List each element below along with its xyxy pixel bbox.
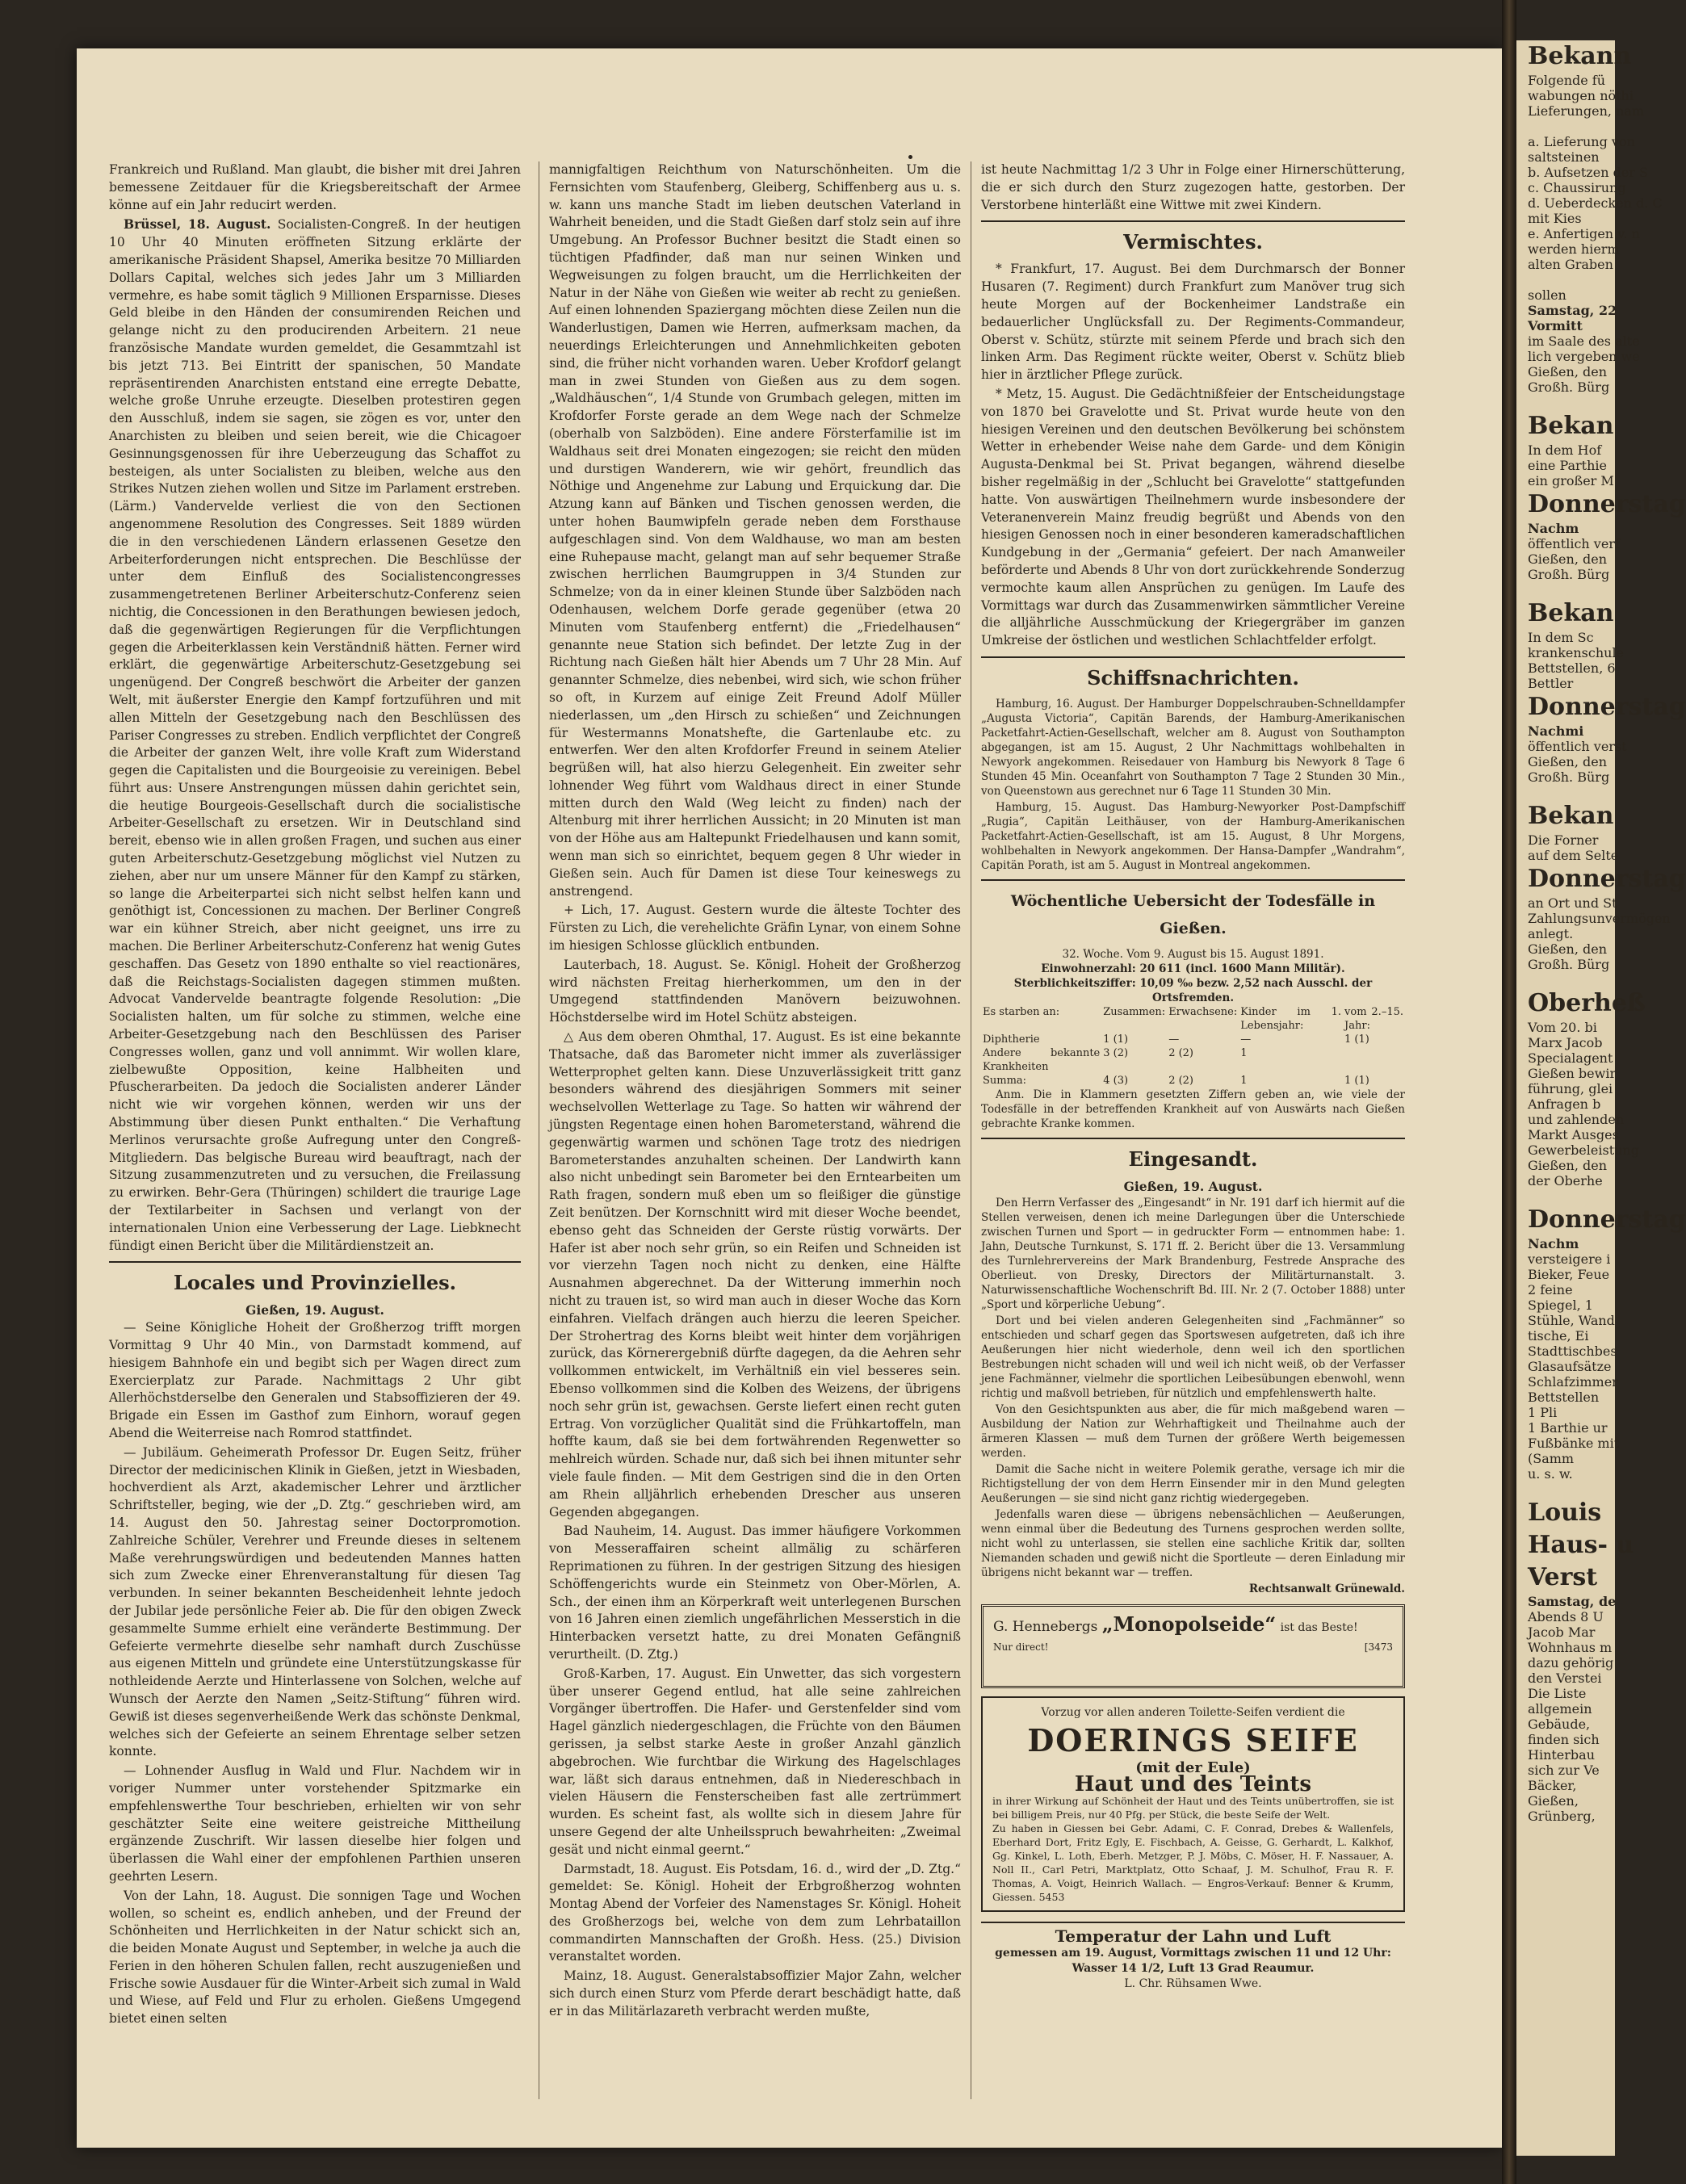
adjacent-page-text: Wohnhaus m xyxy=(1528,1640,1613,1655)
table-header-row xyxy=(981,1005,1405,1033)
adjacent-page-text: sich zur Ve xyxy=(1528,1763,1600,1778)
adjacent-page-text: den Verstei xyxy=(1528,1670,1602,1686)
table-cell: 2 (2) xyxy=(1168,1074,1194,1087)
adjacent-page-text: krankenschule xyxy=(1528,645,1625,660)
temperature-notice xyxy=(981,1922,1405,1992)
adjacent-page-text xyxy=(1516,972,1615,987)
ad-number: [3473 xyxy=(1364,1641,1393,1653)
adjacent-page-text: Bekan xyxy=(1528,412,1614,440)
adjacent-page-text: Jacob Mar xyxy=(1528,1624,1596,1640)
ad-headline xyxy=(993,1612,1393,1637)
adjacent-page-text: Zahlungsunvermögen xyxy=(1528,911,1671,926)
section-heading-schiffsnachrichten: Schiffsnachrichten. xyxy=(981,656,1405,692)
table-cell: Diphtherie xyxy=(983,1033,1040,1046)
adjacent-page-text: werden hierm xyxy=(1528,241,1620,257)
death-stats-table xyxy=(981,1005,1405,1088)
table-cell: 3 (2) xyxy=(1103,1046,1129,1059)
adjacent-page-text: ein großer M xyxy=(1528,473,1614,488)
adjacent-page-text: Bekan xyxy=(1528,802,1614,830)
article-text: Jedenfalls waren diese — übrigens nebensächlichen — Aeußerungen, wenn einmal über die Bedeutung des Turnens gesprochen werden sollte, nicht wohl zu unterlassen, sie stellen eine sachliche Kritik dar, sollten Niemanden schaden und gewiß nicht die Sportleute — deren Einladung mir übrigens nicht bekannt war — treffen. xyxy=(981,1507,1405,1579)
column-2 xyxy=(549,161,961,2115)
article-text: * Metz, 15. August. Die Gedächtnißfeier der Entscheidungstage von 1870 bei Gravelotte und St. Privat wurde heute von den hiesigen Vereinen und den deutschen Bevölkerung bei schönstem Wetter in erhebender Weise nahe dem Garde- und dem Königin Augusta-Denkmal bei St. Privat begangen, während dieselbe bisher regelmäßig in der „Schlucht bei Gravelotte“ stattgefunden hatte. Von auswärtigen Theilnehmern wurde insbesondere der Veteranenverein Mainz freudig begrüßt und Abends von den hiesigen Genossen noch in einer besonderen kameradschaftlichen Kundgebung in der „Germania“ gefeiert. Der nach Amanweiler beförderte und Abends 8 Uhr von dort zurückkehrende Sonderzug vermochte kaum allen Ansprüchen zu genügen. Im Laufe des Vormittags war durch das Zusammenwirken sämmtlicher Vereine die alljährliche Ausschmückung der Kriegergräber im ganzen Umkreise der östlichen und westlichen Schlachtfelder erfolgt. xyxy=(981,386,1405,648)
adjacent-page-text: Markt Ausges xyxy=(1528,1127,1619,1142)
adjacent-page-text: In dem Sc xyxy=(1528,630,1594,645)
adjacent-page-text xyxy=(1516,785,1615,800)
adjacent-page-text: führung, glei xyxy=(1528,1081,1613,1096)
adjacent-page-text: b. Aufsetzen der S xyxy=(1528,165,1648,180)
stats-intro: Sterblichkeitsziffer: 10,09 ‰ bezw. 2,52 nach Ausschl. der Ortsfremden. xyxy=(1013,976,1373,1004)
adjacent-page-text: Donnerstag xyxy=(1528,1205,1686,1234)
table-cell: 1 (1) xyxy=(1344,1033,1369,1046)
article-text: — Lohnender Ausflug in Wald und Flur. Nachdem wir in voriger Nummer unter vorstehender Spitzmarke ein empfehlenswerthe Tour beschrieben, erhielten wir von sehr geschätzter Seite eine weitere geistreiche Mittheilung ergänzende Zuschrift. Wir lassen dieselbe hier folgen und überlassen die Wahl einer der empfohlenen Parthien unseren geehrten Lesern. xyxy=(109,1763,521,1884)
ad-note: Nur direct! xyxy=(993,1641,1049,1653)
article-text: Von den Gesichtspunkten aus aber, die für mich maßgebend waren — Ausbildung der Nation zur Wehrhaftigkeit und Theilnahme auch der ärmeren Klassen — muß dem Turnen der größere Werth beigemessen werden. xyxy=(981,1402,1405,1460)
adjacent-page-text: und zahlenden xyxy=(1528,1112,1625,1127)
adjacent-page-text: Gießen, den xyxy=(1528,754,1608,769)
article-body: Socialisten-Congreß. In der heutigen 10 Uhr 40 Minuten eröffneten Sitzung erklärte der amerikanische Präsident Shapsel, Amerika besitze 70 Milliarden Dollars Capital, welches sich jedes Jahr um 3 Milliarden vermehre, es habe somit täglich 9 Millionen Ersparnisse. Dieses Geld bleibe in den Händen der consumirenden Reichen und gelange nicht zu den producirenden Arbeitern. 21 neue französische Mandate wurden gemeldet, die Gesammtzahl ist bis jetzt 713. Bei Eintritt der spanischen, 50 Mandate repräsentirenden Anarchisten entstand eine erregte Debatte, welche große Unruhe erzeugte. Dieselben protestiren gegen den Ausschluß, indem sie sagen, sie zögen es vor, unter den Anarchisten zu bleiben und seien bereit, wie die Chicagoer Gesinnungsgenossen für ihre Ueberzeugung das Schaffot zu besteigen, als unter Socialisten zu bleiben, welche aus den Strikes Nutzen ziehen wollen und Sitze im Parlament erstreben. (Lärm.) Vandervelde verliest die von den Sectionen angenommene Resolution des Congresses. Seit 1889 würden die in den verschiedenen Ländern erlassenen Gesetze den Arbeiterforderungen nicht entsprechen. Die Beschlüsse der unter dem Einfluß des Socialistencongresses zusammengetretenen Berliner Arbeiterschutz-Conferenz seien nichtig, die Concessionen in den Berathungen bewiesen jedoch, daß die gegenwärtigen Regierungen für die Verpflichtungen gegen die Arbeiterklassen kein Verständniß hätten. Ferner wird erklärt, die gegenwärtige Arbeiterschutz-Gesetzgebung sei ungenügend. Der Congreß beschwört die Arbeiter der ganzen Welt, mit äußerster Energie den Kampf fortzuführen und mit allen Mitteln der Gesetzgebung nach den Beschlüssen des Pariser Congresses zu streben. Endlich verpflichtet der Congreß die Arbeiter der ganzen Welt, ihre volle Kraft zum Widerstand gegen die Capitalisten und die Bourgeoisie zu vereinigen. Bebel führt aus: Unsere Anstrengungen müssen dahin gerichtet sein, die heutige Bourgeois-Gesellschaft durch die socialistische Arbeiter-Gesellschaft zu ersetzen. Wir in Deutschland sind bereit, ebenso wie in allen großen Fragen, und suchen aus einer guten Arbeiterschutz-Gesetzgebung möglichst viel Nutzen zu ziehen, aber nur um unsere Männer für den Kampf zu stärken, so lange die Arbeiterpartei sich nicht selbst helfen kann und genöthigt ist, Concessionen zu machen. Der Berliner Congreß war ein kühner Streich, aber nicht geeignet, uns irre zu machen. Die Berliner Arbeiterschutz-Conferenz hat wenig Gutes geschaffen. Das Gesetz von 1890 enthalte so viel reactionäres, daß die Reichstags-Socialisten dagegen stimmen mußten. Advocat Vandervelde beantragte folgende Resolution: „Die Socialisten halten, um für solche zu stimmen, welche eine Arbeiter-Gesetzgebung nach den Beschlüssen des Pariser Congresses wollen, ganz und voll annimmt. Wir wollen klare, zielbewußte Opposition, keine Halbheiten und Pfuscherarbeiten. Da jedoch die Socialisten anderer Länder nicht wie wir vorgehen können, werden wir uns der Abstimmung über diesen Punkt enthalten.“ Die Verhaftung Merlinos verursachte große Aufregung unter den Congreß-Mitgliedern. Das belgische Bureau wird beauftragt, nach der Sitzung zusammenzutreten und zu versuchen, die Freilassung zu erwirken. Behr-Gera (Thüringen) schildert die traurige Lage der Textilarbeiter in Sachsen und verlangt von der internationalen Union eine Verbesserung der Lage. Liebknecht fündigt einen Bericht über die Militärdienstzeit an. xyxy=(109,217,521,1253)
table-cell: Summa: xyxy=(983,1074,1027,1087)
adjacent-page-text: 1 Pli xyxy=(1528,1405,1558,1420)
adjacent-page-text: Spiegel, 1 xyxy=(1528,1297,1593,1313)
adjacent-page-text xyxy=(1516,582,1615,597)
adjacent-page-text: auf dem Selte xyxy=(1528,848,1619,863)
place-date: Brüssel, 18. August. xyxy=(124,216,271,233)
adjacent-page-text: saltsteinen xyxy=(1528,149,1600,165)
adjacent-page-text: c. Chaussirung xyxy=(1528,180,1626,195)
adjacent-page-text: sollen xyxy=(1528,287,1566,303)
adjacent-page-text: Nachmi xyxy=(1528,723,1584,739)
stats-note: Anm. Die in Klammern gesetzten Ziffern geben an, wie viele der Todesfälle in der betreffenden Krankheit auf von Auswärts nach Gießen gebrachte Kranke kommen. xyxy=(981,1088,1405,1130)
adjacent-page-text: Bieker, Feue xyxy=(1528,1267,1610,1282)
adjacent-page-text: Samstag, de xyxy=(1528,1594,1617,1609)
temperature-line: Wasser 14 1/2, Luft 13 Grad Reaumur. xyxy=(1072,1961,1315,1975)
section-heading-locales: Locales und Provinzielles. xyxy=(109,1261,521,1297)
adjacent-page-text: Gewerbeleistung xyxy=(1528,1142,1639,1158)
adjacent-page-text xyxy=(1516,1482,1615,1497)
article-text: Hamburg, 15. August. Das Hamburg-Newyorker Post-Dampfschiff „Rugia“, Capitän Leithäuser, von der Hamburg-Amerikanischen Packetfahrt-Actien-Gesellschaft, ist am 15. August, 8 Uhr Morgens, wohlbehalten in Newyork angekommen. Der Hansa-Dampfer „Wandrahm“, Capitän Porath, ist am 5. August in Montreal angekommen. xyxy=(981,800,1405,872)
table-cell: 2 (2) xyxy=(1168,1046,1194,1059)
adjacent-page-text: Gießen, den xyxy=(1528,364,1608,379)
ad-line: Vorzug vor allen anderen Toilette-Seifen verdient die xyxy=(1041,1705,1345,1719)
adjacent-page-text: öffentlich verst xyxy=(1528,739,1627,754)
article-text: Darmstadt, 18. August. Eis Potsdam, 16. d., wird der „D. Ztg.“ gemeldet: Se. Königl. Hoheit der Erbgroßherzog wohnten Montag Abend der Vorfeier des Namenstages Sr. Königl. Hoheit des Großherzogs bei, welche von dem zum Lehrbataillon commandirten Mannschaften der Großh. Hess. (25.) Division veranstaltet worden. xyxy=(549,1861,961,1964)
adjacent-page-text: Gebäude, xyxy=(1528,1717,1591,1732)
adjacent-page-text: dazu gehörig xyxy=(1528,1655,1614,1670)
adjacent-page-text: Donnerstag xyxy=(1528,865,1686,893)
ad-doerings-seife xyxy=(981,1696,1405,1912)
adjacent-page-text: In dem Hof xyxy=(1528,442,1602,458)
adjacent-page-text: finden sich xyxy=(1528,1732,1600,1747)
adjacent-page-text: tische, Ei xyxy=(1528,1328,1589,1344)
adjacent-page-text: wabungen nöthi xyxy=(1528,88,1634,103)
article-text: Damit die Sache nicht in weitere Polemik gerathe, versage ich mir die Richtigstellung der von dem Herrn Einsender mir in den Mund gelegten Aeußerungen — sie sind nicht ganz richtig wiedergegeben. xyxy=(981,1462,1405,1505)
adjacent-page-text: Haus- u xyxy=(1528,1531,1634,1559)
adjacent-page-text xyxy=(1516,119,1615,134)
ad-brand-name: DOERINGS SEIFE xyxy=(1027,1721,1359,1759)
adjacent-page-text: Vormitt xyxy=(1528,318,1583,333)
temperature-heading: Temperatur der Lahn und Luft xyxy=(1055,1926,1332,1947)
article-text: — Seine Königliche Hoheit der Großherzog trifft morgen Vormittag 9 Uhr 40 Min., von Darmstadt kommend, auf hiesigem Bahnhofe ein und begibt sich per Wagen direct zum Exercierplatz zur Parade. Nachmittags 2 Uhr gibt Allerhöchstderselbe den Generalen und Stabsoffizieren der 49. Brigade ein Essen im Gasthof zum Einhorn, worauf gegen Abend die Weiterreise nach Romrod stattfindet. xyxy=(109,1320,521,1440)
ad-product: „Monopolseide“ xyxy=(1101,1612,1277,1636)
adjacent-page-text: der Oberhe xyxy=(1528,1173,1603,1188)
adjacent-page-text: Bettler xyxy=(1528,676,1574,691)
article-text: Den Herrn Verfasser des „Eingesandt“ in Nr. 191 darf ich hiermit auf die Stellen verweisen, denen ich meine Darlegungen über die Unterschiede zwischen Turnen und Sport — in gedruckter Form — entnommen habe: 1. Jahn, Deutsche Turnkunst, S. 171 ff. 2. Bericht über die 13. Versammlung des Turnlehrervereins der Mark Brandenburg, Festrede Ansprache des Oberlieut. von Dresky, Directors der Militärturnanstalt. 3. Naturwissenschaftliche Wochenschrift Bd. III. Nr. 2 (7. October 1888) unter „Sport und körperliche Uebung“. xyxy=(981,1196,1405,1311)
table-cell: 4 (3) xyxy=(1103,1074,1129,1087)
table-header: Zusammen: xyxy=(1103,1005,1166,1018)
article-text: * Frankfurt, 17. August. Bei dem Durchmarsch der Bonner Husaren (7. Regiment) durch Frankfurt zum Manöver trug sich heute Morgen auf der Bockenheimer Landstraße ein bedauerlicher Unglücksfall zu. Der Regiments-Commandeur, Oberst v. Schütz, stürzte mit seinem Pferde und brach sich den linken Arm. Das Regiment rückte weiter, Oberst v. Schütz blieb hier in ärztlicher Pflege zurück. xyxy=(981,262,1405,383)
adjacent-page-text: Bekan xyxy=(1528,599,1614,627)
dateline: Gießen, 19. August. xyxy=(1123,1178,1263,1194)
adjacent-page-text: Die Liste xyxy=(1528,1686,1587,1701)
article-text: ist heute Nachmittag 1/2 3 Uhr in Folge einer Hirnerschütterung, die er sich durch den Sturz zugezogen hatte, gestorben. Der Verstorbene hinterläßt eine Wittwe mit zwei Kindern. xyxy=(981,162,1405,212)
table-header: Erwachsene: xyxy=(1168,1005,1238,1018)
article-text xyxy=(109,216,521,1255)
ad-monopolseide xyxy=(981,1604,1405,1688)
section-heading-vermischtes: Vermischtes. xyxy=(981,220,1405,256)
adjacent-page-text: im Saale des alte xyxy=(1528,333,1640,349)
ad-line: in ihrer Wirkung auf Schönheit der Haut und des Teints unübertroffen, sie ist bei billigem Preis, nur 40 Pfg. per Stück, die beste Seife der Welt. xyxy=(992,1795,1394,1821)
adjacent-page-text: anlegt. xyxy=(1528,926,1574,941)
adjacent-page-text: 1 Barthie ur xyxy=(1528,1420,1608,1436)
adjacent-page-text: Bettstellen xyxy=(1528,1390,1600,1405)
adjacent-page-text: Specialagent xyxy=(1528,1050,1613,1066)
adjacent-page-text: Bekann xyxy=(1528,42,1632,70)
article-text: Groß-Karben, 17. August. Ein Unwetter, das sich vorgestern über unserer Gegend entlud, hat alle seine zahlreichen Vorgänger übertroffen. Die Hafer- und Gerstenfelder sind vom Hagel gänzlich niedergeschlagen, die Früchte von den Bäumen gerissen, ja selbst starke Aeste in großer Anzahl gänzlich abgebrochen. Wie furchtbar die Wirkung des Hagelschlages war, läßt sich daraus entnehmen, daß in Niedereschbach in vielen Häusern die Fensterscheiben fast alle zertrümmert wurden. Es scheint fast, als wollte sich in diesem Jahre für unsere Gegend der alte Unheilsspruch bewahrheiten: „Zweimal gesät und nicht einmal geernt.“ xyxy=(549,1666,961,1857)
adjacent-page-text: versteigere i xyxy=(1528,1251,1611,1267)
article-text: + Lich, 17. August. Gestern wurde die älteste Tochter des Fürsten zu Lich, die verehelichte Gräfin Lynar, von einem Sohne im hiesigen Schlosse glücklich entbunden. xyxy=(549,903,961,954)
stats-intro: Einwohnerzahl: 20 611 (incl. 1600 Mann Militär). xyxy=(1041,962,1345,975)
adjacent-page-text: Bäcker, xyxy=(1528,1778,1577,1793)
adjacent-page-text: Nachm xyxy=(1528,1236,1579,1251)
table-row xyxy=(981,1033,1405,1046)
table-header: Kinder im 1. Lebensjahr: xyxy=(1240,1005,1342,1032)
adjacent-page-text: Gießen, den xyxy=(1528,941,1608,957)
adjacent-page-text: Abends 8 U xyxy=(1528,1609,1604,1624)
section-heading-eingesandt: Eingesandt. xyxy=(981,1138,1405,1173)
adjacent-page-text: Samstag, 22 xyxy=(1528,303,1617,318)
table-cell: 1 xyxy=(1240,1046,1248,1059)
adjacent-page-text: Hinterbau xyxy=(1528,1747,1596,1763)
adjacent-page-text: Großh. Bürg xyxy=(1528,769,1610,785)
adjacent-page-text: d. Ueberdecken d. C xyxy=(1528,195,1663,211)
adjacent-page-text: Großh. Bürg xyxy=(1528,567,1610,582)
adjacent-page-text: Louis xyxy=(1528,1499,1602,1527)
adjacent-page-text: Anfragen b xyxy=(1528,1096,1601,1112)
table-cell: 1 (1) xyxy=(1103,1033,1129,1046)
adjacent-page-text: Großh. Bürg xyxy=(1528,957,1610,972)
article-text: Von der Lahn, 18. August. Die sonnigen Tage und Wochen wollen, so scheint es, endlich anheben, und der Freund der Schönheiten und Herrlichkeiten in der Natur schickt sich an, die beiden Monate August und September, in welche ja auch die Ferien in den höheren Schulen fallen, recht auszugenießen und Frische sowie Ausdauer für die Winter-Arbeit sich zumal in Wald und Wiese, auf Feld und Flur zu erholen. Gießens Umgegend bietet einen selten xyxy=(109,1888,521,2027)
stats-intro: 32. Woche. Vom 9. August bis 15. August 1891. xyxy=(1062,947,1324,961)
adjacent-page-text: a. Lieferung von xyxy=(1528,134,1635,149)
temperature-signature: L. Chr. Rühsamen Wwe. xyxy=(1124,1976,1262,1990)
adjacent-page-text: Gießen, den xyxy=(1528,1158,1608,1173)
page-mark xyxy=(908,155,912,159)
adjacent-page-text: öffentlich verf xyxy=(1528,536,1620,551)
ad-claim: ist das Beste! xyxy=(1280,1620,1358,1634)
column-3 xyxy=(981,161,1405,2115)
ad-dealers: Zu haben in Giessen bei Gebr. Adami, C. F. Conrad, Drebes & Wallenfels, Eberhard Dort, Fritz Egly, E. Fischbach, A. Geisse, G. Gerhardt, L. Kalkhof, Gg. Kinkel, L. Loth, Eberh. Metzger, P. J. Möbs, C. Möser, H. F. Nassauer, A. Noll II., Carl Petri, Marktplatz, Otto Schaaf, J. M. Schulhof, Frau R. F. Thomas, A. Voigt, Heinrich Wallach. — Engros-Verkauf: Benner & Krumm, Giessen. 5453 xyxy=(992,1822,1394,1904)
article-text: Lauterbach, 18. August. Se. Königl. Hoheit der Großherzog wird nächsten Freitag hierherkommen, um den in der Umgegend stattfindenden Manövern beizuwohnen. Höchstderselbe wird im Hotel Schütz absteigen. xyxy=(549,957,961,1025)
adjacent-page-text: eine Parthie xyxy=(1528,458,1607,473)
adjacent-page-text: Fußbänke mit xyxy=(1528,1436,1620,1451)
adjacent-page-text: Donnerstag xyxy=(1528,693,1686,721)
adjacent-page-text: Gießen, den xyxy=(1528,551,1608,567)
adjacent-page-text: e. Anfertigen v. n xyxy=(1528,226,1640,241)
article-text: △ Aus dem oberen Ohmthal, 17. August. Es ist eine bekannte Thatsache, daß das Barometer nicht immer als zuverlässiger Wetterprophet gelten kann. Diese Unzuverlässigkeit tritt ganz besonders während des diesjährigen Sommers mit seiner wechselvollen Wetterlage zu Tage. So hatten wir während der jüngsten Regentage einen hohen Barometerstand, während die gegenwärtig warmen und schönen Tage trotz des niedrigen Barometerstandes anzuhalten scheinen. Der Landwirth kann also nicht unbedingt sein Barometer bei den Erntearbeiten um Rath fragen, sondern muß eben um so fleißiger die günstige Zeit benützen. Der Kornschnitt wird mit dieser Woche beendet, ebenso geht das Schneiden der Gerste rüstig vorwärts. Der Hafer ist aber noch sehr grün, so ein Reifen und Schneiden ist vor vierzehn Tagen noch nicht zu denken, eine Hälfte Ausnahmen abgerechnet. Da der Witterung immerhin noch nicht zu trauen ist, so wird man auch in dieser Woche das Korn einfahren. Vielfach drängen auch hierzu die leeren Speicher. Der Strohertrag des Korns bleibt weit hinter dem vorjährigen zurück, das Körnerergebniß dürfte dagegen, da die Aehren sehr vollkommen entwickelt, im Verhältniß ein viel besseres sein. Ebenso vollkommen sind die Kolben des Weizens, der übrigens noch sehr grün ist, gewachsen. Gerste liefert einen recht guten Ertrag. Von vorzüglicher Qualität sind die Frühkartoffeln, man hoffte kaum, daß sie bei dem fortwährenden Regenwetter so mehlreich würden. Schade nur, daß sich bei ihnen mitunter sehr viele faule finden. — Mit dem Gestrigen sind die in den Orten am Rhein alljährlich erhebenden Drescher aus unseren Gegenden abgegangen. xyxy=(549,1029,961,1520)
table-cell: Andere bekannte Krankheiten xyxy=(983,1046,1101,1073)
adjacent-page-text: an Ort und St xyxy=(1528,895,1617,911)
temperature-line: gemessen am 19. August, Vormittags zwischen 11 und 12 Uhr: xyxy=(995,1946,1391,1960)
adjacent-page-text: mit Kies xyxy=(1528,211,1582,226)
table-cell xyxy=(1343,1046,1405,1074)
adjacent-page-text: Marx Jacob xyxy=(1528,1035,1603,1050)
adjacent-page-text xyxy=(1516,395,1615,410)
table-cell: 1 (1) xyxy=(1344,1074,1369,1087)
section-heading-todesfaelle: Wöchentliche Uebersicht der Todesfälle in Gießen. xyxy=(981,879,1405,942)
adjacent-page-fragment xyxy=(1516,40,1686,2156)
signature: Rechtsanwalt Grünewald. xyxy=(1248,1582,1405,1595)
adjacent-page-text: u. s. w. xyxy=(1528,1466,1573,1482)
ad-subtitle: (mit der Eule) xyxy=(1135,1759,1251,1776)
article-text: Hamburg, 16. August. Der Hamburger Doppelschrauben-Schnelldampfer „Augusta Victoria“, Capitän Barends, der Hamburg-Amerikanischen Packetfahrt-Actien-Gesellschaft, welcher am 8. August von Southampton abgegangen, ist am 15. August, 2 Uhr Nachmittags wohlbehalten in Newyork angekommen. Reisedauer von Hamburg bis Newyork 8 Tage 6 Stunden 45 Min. Oceanfahrt von Southampton 7 Tage 2 Stunden 30 Min., von Queenstown aus gerechnet nur 6 Tage 11 Stunden 30 Min. xyxy=(981,697,1405,798)
adjacent-page-text xyxy=(1516,272,1615,287)
table-header: vom 2.–15. Jahr: xyxy=(1344,1005,1403,1032)
adjacent-page-text: Großh. Bürg xyxy=(1528,379,1610,395)
article-text: Bad Nauheim, 14. August. Das immer häufigere Vorkommen von Messeraffairen scheint allmälig zu schärferen Reprimationen zu führen. In der gestrigen Sitzung des hiesigen Schöffengerichts wurde ein Steinmetz von Ober-Mörlen, A. Sch., der einen ihm an Körperkraft weit unterlegenen Burschen von 16 Jahren einen ziemlich ungefährlichen Messerstich in die Hinterbacken versetzt hatte, zu drei Monaten Gefängniß verurtheilt. (D. Ztg.) xyxy=(549,1524,961,1662)
adjacent-page-text: Oberheß xyxy=(1528,989,1646,1017)
adjacent-page-text xyxy=(1516,1188,1615,1204)
article-text: — Jubiläum. Geheimerath Professor Dr. Eugen Seitz, früher Director der medicinischen Klinik in Gießen, jetzt in Wiesbaden, hochverdient als Arzt, akademischer Lehrer und ärztlicher Schriftsteller, beging, wie der „D. Ztg.“ geschrieben wird, am 14. August den 50. Jahrestag seiner Doctorpromotion. Zahlreiche Schüler, Verehrer und Freunde dieses in seltenem Maße verehrungswürdigen und bedeutenden Mannes hatten sich zum Zwecke einer Ehrenveranstaltung für diesen Tag verbunden. In seiner bekannten Bescheidenheit lehnte jedoch der Jubilar jede persönliche Feier ab. Die für den obigen Zweck gesammelte Summe erhielt eine veränderte Bestimmung. Der Gefeierte vermehrte dieselbe sehr namhaft durch Zuschüsse aus eigenen Mitteln und gründete eine Unterstützungskasse für nothleidende Aerzte und Hinterlassene von Solchen, welche auf Wunsch der Aerzte den Namen „Seitz-Stiftung“ führen wird. Gewiß ist dieses segenverheißende Werk das schönste Denkmal, welches sich der Gefeierte an seinem Ehrentage selber setzen konnte. xyxy=(109,1444,521,1759)
article-text: Frankreich und Rußland. Man glaubt, die bisher mit drei Jahren bemessene Zeitdauer für die Kriegsbereitschaft der Armee könne auf ein Jahr reducirt werden. xyxy=(109,162,521,212)
column-1 xyxy=(109,161,521,2115)
adjacent-page-text: (Samm xyxy=(1528,1451,1575,1466)
article-text: mannigfaltigen Reichthum von Naturschönheiten. Um die Fernsichten vom Staufenberg, Gleiberg, Schiffenberg aus u. s. w. kann uns manche Stadt im lieben deutschen Vaterland in Wahrheit beneiden, und die Stadt Gießen darf stolz sein auf ihre Umgebung. An Professor Buchner besitzt die Stadt einen so tüchtigen Pfadfinder, daß man nur seinen Winken und Wegweisungen zu folgen braucht, um die Herrlichkeiten der Natur in der Nähe von Gießen wie weiter ab recht zu genießen. Auf einen lohnenden Spaziergang möchten diese Zeilen nun die Wanderlustigen, Damen wie Herren, aufmerksam machen, da neuerdings Erleichterungen und Annehmlichkeiten geboten sind, die früher nicht vorhanden waren. Ueber Krofdorf gelangt man in zwei Stunden von Gießen aus zu dem sogen. „Waldhäuschen“, 1/4 Stunde von Grumbach gelegen, mitten im Krofdorfer Forste gerade an dem Wege nach der Schmelze (oberhalb von Salzböden). Eine andere Försterfamilie ist im Waldhaus seit drei Monaten eingezogen; sie reicht den müden und durstigen Wanderern, wie wir gehört, freundlich das Nöthige und Angenehme zur Labung und Erquickung dar. Die Atzung kann auf Bänken und Tischen genossen werden, die unter hohen Baumwipfeln gerade neben dem Forsthause aufgeschlagen sind. Von dem Waldhause, wo man am besten eine Ruhepause macht, gelangt man auf sehr bequemer Straße zwischen herrlichen Baumgruppen in 3/4 Stunden zur Schmelze; von da in einer kleinen Stunde über Salzböden nach Odenhausen, welchem Dorfe gerade gegenüber (etwa 20 Minuten vom Staufenberg entfernt) die „Friedelhausen“ genannte neue Station sich befindet. Der letzte Zug in der Richtung nach Gießen hält hier Abends um 7 Uhr 28 Min. Auf genannter Schmelze, dies nebenbei, wird sich, wie schon früher so oft, in Kurzem auf einige Zeit Freund Adolf Müller niederlassen, um „den Hirsch zu schießen“ und Zeichnungen für Westermanns Monatshefte, die Gartenlaube etc. zu entwerfen. Wer den alten Krofdorfer Freund in seinem Atelier begrüßen will, hat also hierzu Gelegenheit. Ein zweiter sehr lohnender Weg führt vom Waldhaus direct in einer Stunde mitten durch den Wald (Weg leicht zu finden) nach der Altenburg mit ihrer herrlichen Aussicht; in 20 Minuten ist man von der Höhe aus am Haltepunkt Friedelhausen und kann somit, wenn man sich so einrichtet, bequem gegen 8 Uhr wieder in Gießen sein. Auch für Damen ist diese Tour keineswegs zu anstrengend. xyxy=(549,162,961,899)
table-row xyxy=(981,1074,1405,1088)
adjacent-page-text: allgemein xyxy=(1528,1701,1592,1717)
dateline: Gießen, 19. August. xyxy=(245,1302,384,1318)
adjacent-page-text: Bettstellen, 6 xyxy=(1528,660,1616,676)
adjacent-page-text: Vom 20. bi xyxy=(1528,1020,1597,1035)
ad-footer xyxy=(993,1637,1393,1657)
adjacent-page-text: Stühle, Wand xyxy=(1528,1313,1615,1328)
adjacent-page-text: Verst xyxy=(1528,1563,1598,1591)
adjacent-page-text: Glasaufsätze xyxy=(1528,1359,1612,1374)
adjacent-page-text: Gießen bewir xyxy=(1528,1066,1617,1081)
adjacent-page-text: alten Graben xyxy=(1528,257,1613,272)
table-cell: — xyxy=(1168,1033,1180,1046)
adjacent-page-text: Nachm xyxy=(1528,521,1579,536)
table-row xyxy=(981,1046,1405,1074)
adjacent-page-text: Die Forner xyxy=(1528,832,1599,848)
adjacent-page-text: 2 feine xyxy=(1528,1282,1573,1297)
table-header: Es starben an: xyxy=(983,1005,1060,1018)
adjacent-page-text: Stadttischbes xyxy=(1528,1344,1617,1359)
article-text: Mainz, 18. August. Generalstabsoffizier Major Zahn, welcher sich durch einen Sturz vom Pferde derart beschädigt hatte, daß er in das Militärlazareth verbracht werden mußte, xyxy=(549,1968,961,2018)
adjacent-page-text: Gießen, xyxy=(1528,1793,1579,1809)
ad-highlight: Haut und des Teints xyxy=(1074,1772,1312,1797)
book-gutter xyxy=(1502,0,1516,2184)
adjacent-page-text: Schlafzimmer xyxy=(1528,1374,1618,1390)
table-cell: — xyxy=(1240,1033,1252,1046)
adjacent-page-text: Donnerstag xyxy=(1528,490,1686,518)
ad-brand: G. Hennebergs xyxy=(993,1618,1098,1635)
adjacent-page-text: Grünberg, xyxy=(1528,1809,1596,1824)
adjacent-page-text: Folgende fü xyxy=(1528,73,1606,88)
table-cell: 1 xyxy=(1240,1074,1248,1087)
adjacent-page-text: lich vergeben we xyxy=(1528,349,1640,364)
adjacent-page-text: Lieferungen, nam xyxy=(1528,103,1645,119)
article-text: Dort und bei vielen anderen Gelegenheiten sind „Fachmänner“ so entschieden und scharf gegen das Sportswesen aufgetreten, daß ich ihre Aeußerungen hier nicht wiederhole, denn weil ich den sportlichen Bestrebungen nicht schaden will und weil ich nicht weiß, ob der Verfasser jene Fachmänner, vielmehr die sportlichen Leibesübungen ebenwohl, wenn richtig und maßvoll betrieben, für nützlich und empfehlenswerth halte. xyxy=(981,1314,1405,1400)
